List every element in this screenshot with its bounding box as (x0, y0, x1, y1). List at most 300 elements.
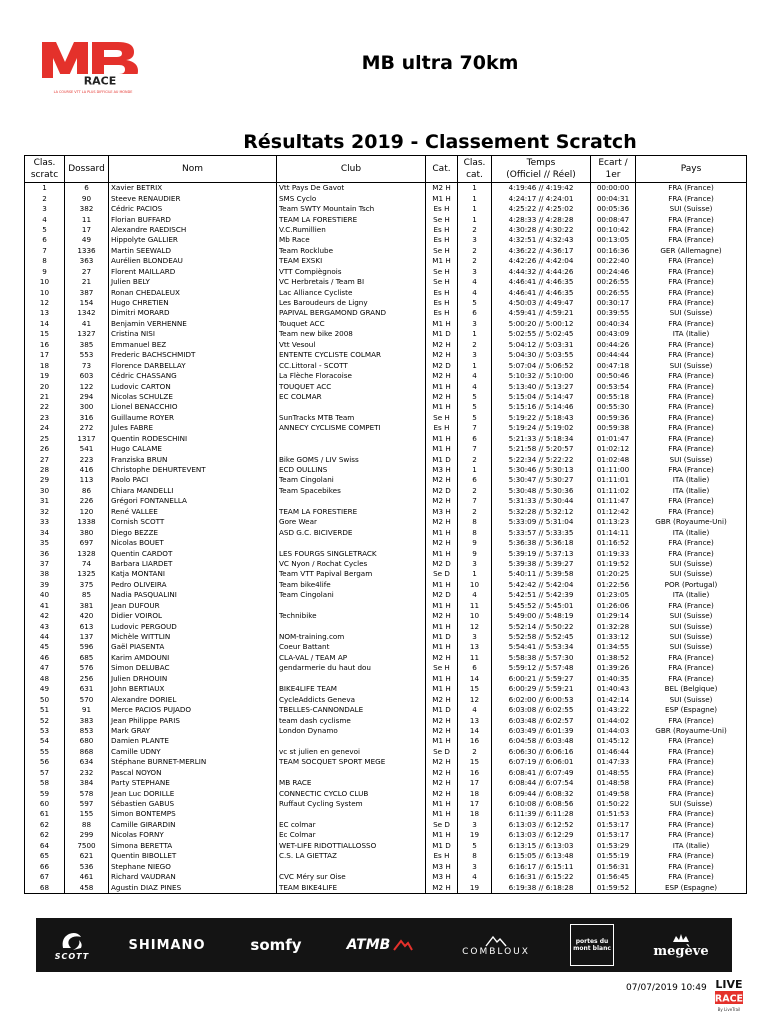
cell-name: Cornish SCOTT (109, 517, 277, 527)
cell-club: Les Baroudeurs de Ligny (277, 298, 426, 308)
cell-category: Es H (426, 287, 458, 297)
cell-bib: 868 (65, 747, 109, 757)
cell-time: 6:13:03 // 6:12:29 (492, 830, 591, 840)
cell-bib: 385 (65, 340, 109, 350)
sponsor-portes-du-mont-blanc-logo: portes du mont blanc (566, 918, 618, 972)
cell-country: FRA (France) (636, 465, 747, 475)
cell-gap: 01:14:11 (591, 527, 636, 537)
cell-bib: 27 (65, 267, 109, 277)
cell-country: FRA (France) (636, 287, 747, 297)
cell-rank: 53 (25, 726, 65, 736)
svg-text:RACE: RACE (714, 993, 744, 1005)
table-row (25, 538, 747, 548)
cell-name: René VALLEE (109, 507, 277, 517)
cell-category-rank: 13 (458, 715, 492, 725)
cell-category-rank: 3 (458, 235, 492, 245)
cell-category: M1 H (426, 830, 458, 840)
cell-rank: 31 (25, 496, 65, 506)
cell-time: 5:52:14 // 5:50:22 (492, 621, 591, 631)
table-row (25, 204, 747, 214)
cell-category: M2 H (426, 757, 458, 767)
table-row (25, 267, 747, 277)
cell-category: M2 D (426, 360, 458, 370)
cell-category-rank: 2 (458, 256, 492, 266)
cell-gap: 01:50:22 (591, 799, 636, 809)
cell-category: M1 H (426, 434, 458, 444)
cell-bib: 596 (65, 642, 109, 652)
table-row (25, 434, 747, 444)
cell-gap: 01:44:03 (591, 726, 636, 736)
atmb-mountain-icon (393, 938, 413, 952)
cell-club: EC COLMAR (277, 392, 426, 402)
cell-category-rank: 3 (458, 319, 492, 329)
cell-rank: 29 (25, 475, 65, 485)
cell-club: Team Cingolani (277, 475, 426, 485)
table-row (25, 694, 747, 704)
cell-country: FRA (France) (636, 778, 747, 788)
cell-gap: 01:22:56 (591, 580, 636, 590)
cell-gap: 00:16:36 (591, 246, 636, 256)
cell-bib: 381 (65, 601, 109, 611)
logo-race-text: RACE (83, 74, 117, 88)
cell-country: SUI (Suisse) (636, 308, 747, 318)
table-row (25, 287, 747, 297)
cell-club (277, 444, 426, 454)
cell-country: SUI (Suisse) (636, 559, 747, 569)
cell-category-rank: 12 (458, 621, 492, 631)
table-row (25, 381, 747, 391)
cell-name: Damien PLANTE (109, 736, 277, 746)
cell-gap: 00:24:46 (591, 267, 636, 277)
cell-category: M2 H (426, 653, 458, 663)
cell-category-rank: 4 (458, 277, 492, 287)
col-header-bib: Dossard (65, 156, 109, 183)
table-row (25, 225, 747, 235)
cell-country: FRA (France) (636, 298, 747, 308)
cell-name: Party STEPHANE (109, 778, 277, 788)
cell-time: 4:32:51 // 4:32:43 (492, 235, 591, 245)
cell-rank: 67 (25, 872, 65, 882)
cell-category: M2 H (426, 517, 458, 527)
cell-category: Es H (426, 851, 458, 861)
cell-gap: 01:53:17 (591, 830, 636, 840)
cell-name: Chiara MANDELLI (109, 486, 277, 496)
cell-category: M3 H (426, 872, 458, 882)
col-header-rank: Clas. scratc (25, 156, 65, 183)
cell-rank: 32 (25, 507, 65, 517)
cell-name: Hugo CHRETIEN (109, 298, 277, 308)
cell-category-rank: 19 (458, 830, 492, 840)
cell-time: 5:04:30 // 5:03:55 (492, 350, 591, 360)
table-row (25, 183, 747, 194)
cell-time: 5:31:33 // 5:30:44 (492, 496, 591, 506)
cell-name: Richard VAUDRAN (109, 872, 277, 882)
cell-gap: 01:46:44 (591, 747, 636, 757)
cell-name: Ludovic PERGOUD (109, 621, 277, 631)
table-row (25, 768, 747, 778)
cell-name: Simon BONTEMPS (109, 809, 277, 819)
cell-club: WET-LIFE RIDOTTIALLOSSO (277, 841, 426, 851)
cell-gap: 00:43:09 (591, 329, 636, 339)
cell-gap: 00:59:36 (591, 413, 636, 423)
table-row (25, 621, 747, 631)
cell-club (277, 402, 426, 412)
cell-time: 5:42:42 // 5:42:04 (492, 580, 591, 590)
cell-name: Simon DELUBAC (109, 663, 277, 673)
cell-bib: 1327 (65, 329, 109, 339)
cell-club: VC Nyon / Rochat Cycles (277, 559, 426, 569)
cell-time: 6:08:41 // 6:07:49 (492, 768, 591, 778)
cell-club: Coeur Battant (277, 642, 426, 652)
cell-bib: 300 (65, 402, 109, 412)
cell-country: FRA (France) (636, 423, 747, 433)
cell-category: M1 D (426, 841, 458, 851)
cell-club: TEAM EXSKI (277, 256, 426, 266)
cell-country: ITA (Italie) (636, 486, 747, 496)
cell-rank: 3 (25, 204, 65, 214)
cell-category: Es H (426, 423, 458, 433)
cell-bib: 685 (65, 653, 109, 663)
cell-category: M2 H (426, 340, 458, 350)
cell-time: 6:11:39 // 6:11:28 (492, 809, 591, 819)
cell-gap: 00:26:55 (591, 277, 636, 287)
cell-country: SUI (Suisse) (636, 569, 747, 579)
cell-name: Dimitri MORARD (109, 308, 277, 318)
cell-bib: 49 (65, 235, 109, 245)
cell-club (277, 434, 426, 444)
cell-category: M2 H (426, 882, 458, 893)
cell-rank: 28 (25, 465, 65, 475)
cell-rank: 16 (25, 340, 65, 350)
cell-time: 5:15:16 // 5:14:46 (492, 402, 591, 412)
col-header-category: Cat. (426, 156, 458, 183)
cell-name: Barbara LIARDET (109, 559, 277, 569)
cell-category-rank: 3 (458, 632, 492, 642)
cell-bib: 536 (65, 861, 109, 871)
cell-category-rank: 5 (458, 841, 492, 851)
cell-bib: 383 (65, 715, 109, 725)
cell-time: 5:04:12 // 5:03:31 (492, 340, 591, 350)
cell-category-rank: 5 (458, 413, 492, 423)
cell-name: Cédric CHASSANG (109, 371, 277, 381)
cell-club: team dash cyclisme (277, 715, 426, 725)
cell-club: Ruffaut Cycling System (277, 799, 426, 809)
cell-category: M1 H (426, 402, 458, 412)
cell-category: M2 H (426, 611, 458, 621)
cell-gap: 00:05:36 (591, 204, 636, 214)
cell-category-rank: 7 (458, 496, 492, 506)
cell-gap: 00:10:42 (591, 225, 636, 235)
cell-country: FRA (France) (636, 214, 747, 224)
cell-country: FRA (France) (636, 277, 747, 287)
cell-rank: 5 (25, 225, 65, 235)
cell-category-rank: 1 (458, 204, 492, 214)
cell-country: ESP (Espagne) (636, 705, 747, 715)
cell-club: BIKE4LIFE TEAM (277, 684, 426, 694)
table-row (25, 820, 747, 830)
cell-category-rank: 18 (458, 809, 492, 819)
table-row (25, 559, 747, 569)
table-row (25, 465, 747, 475)
cell-name: Quentin CARDOT (109, 548, 277, 558)
cell-category: M1 H (426, 642, 458, 652)
cell-club: SMS Cyclo (277, 193, 426, 203)
cell-category: M1 H (426, 674, 458, 684)
table-row (25, 496, 747, 506)
cell-rank: 64 (25, 841, 65, 851)
table-row (25, 674, 747, 684)
cell-name: Sébastien GABUS (109, 799, 277, 809)
table-row (25, 371, 747, 381)
cell-bib: 553 (65, 350, 109, 360)
cell-rank: 66 (25, 861, 65, 871)
cell-name: John BERTIAUX (109, 684, 277, 694)
cell-rank: 55 (25, 747, 65, 757)
cell-gap: 01:59:52 (591, 882, 636, 893)
cell-time: 4:44:32 // 4:44:26 (492, 267, 591, 277)
cell-country: ITA (Italie) (636, 329, 747, 339)
cell-category-rank: 17 (458, 778, 492, 788)
cell-country: FRA (France) (636, 496, 747, 506)
cell-bib: 387 (65, 287, 109, 297)
table-row (25, 642, 747, 652)
table-row (25, 256, 747, 266)
table-row (25, 684, 747, 694)
cell-rank: 25 (25, 434, 65, 444)
cell-name: Nicolas SCHULZE (109, 392, 277, 402)
cell-time: 4:36:22 // 4:36:17 (492, 246, 591, 256)
cell-gap: 00:55:18 (591, 392, 636, 402)
cell-rank: 61 (25, 809, 65, 819)
cell-time: 4:24:17 // 4:24:01 (492, 193, 591, 203)
cell-rank: 18 (25, 360, 65, 370)
cell-country: FRA (France) (636, 444, 747, 454)
cell-time: 5:32:28 // 5:32:12 (492, 507, 591, 517)
cell-category-rank: 14 (458, 674, 492, 684)
results-title: Résultats 2019 - Classement Scratch (243, 131, 637, 153)
cell-gap: 00:08:47 (591, 214, 636, 224)
cell-category: M2 H (426, 496, 458, 506)
cell-name: Florence DARBELLAY (109, 360, 277, 370)
cell-time: 5:07:04 // 5:06:52 (492, 360, 591, 370)
cell-bib: 382 (65, 204, 109, 214)
cell-gap: 00:44:26 (591, 340, 636, 350)
cell-bib: 272 (65, 423, 109, 433)
cell-category-rank: 4 (458, 705, 492, 715)
cell-time: 5:21:58 // 5:20:57 (492, 444, 591, 454)
cell-club: CycleAddicts Geneva (277, 694, 426, 704)
scott-mark-icon (59, 930, 85, 952)
col-header-time: Temps (Officiel // Réel) (492, 156, 591, 183)
cell-club: CONNECTIC CYCLO CLUB (277, 788, 426, 798)
cell-time: 6:13:15 // 6:13:03 (492, 841, 591, 851)
cell-club: Team Cingolani (277, 590, 426, 600)
cell-time: 6:16:17 // 6:15:11 (492, 861, 591, 871)
cell-category: M2 H (426, 538, 458, 548)
cell-country: FRA (France) (636, 872, 747, 882)
cell-category: Es H (426, 235, 458, 245)
cell-club (277, 768, 426, 778)
cell-category-rank: 10 (458, 611, 492, 621)
cell-club: ECD OULLINS (277, 465, 426, 475)
cell-category-rank: 1 (458, 329, 492, 339)
cell-category: Se H (426, 663, 458, 673)
cell-name: Quentin BIBOLLET (109, 851, 277, 861)
table-row (25, 360, 747, 370)
cell-category: Es H (426, 225, 458, 235)
cell-rank: 24 (25, 423, 65, 433)
cell-category: M1 H (426, 319, 458, 329)
cell-category: M1 D (426, 705, 458, 715)
cell-name: Jean DUFOUR (109, 601, 277, 611)
cell-time: 4:19:46 // 4:19:42 (492, 183, 591, 194)
cell-category-rank: 16 (458, 736, 492, 746)
cell-gap: 01:34:55 (591, 642, 636, 652)
cell-club: TOUQUET ACC (277, 381, 426, 391)
cell-gap: 01:32:28 (591, 621, 636, 631)
cell-time: 5:19:24 // 5:19:02 (492, 423, 591, 433)
cell-time: 6:03:08 // 6:02:55 (492, 705, 591, 715)
cell-name: Franziska BRUN (109, 454, 277, 464)
cell-gap: 01:44:02 (591, 715, 636, 725)
cell-rank: 65 (25, 851, 65, 861)
cell-gap: 01:48:58 (591, 778, 636, 788)
sponsor-combloux-logo: COMBLOUX (448, 918, 544, 972)
table-row (25, 308, 747, 318)
cell-name: Martin SEEWALD (109, 246, 277, 256)
cell-country: FRA (France) (636, 768, 747, 778)
cell-category: M2 H (426, 715, 458, 725)
cell-country: FRA (France) (636, 319, 747, 329)
cell-time: 5:30:47 // 5:30:27 (492, 475, 591, 485)
cell-category-rank: 5 (458, 298, 492, 308)
cell-name: Agustin DIAZ PINES (109, 882, 277, 893)
cell-bib: 541 (65, 444, 109, 454)
live-race-logo (714, 975, 744, 1015)
cell-category: M2 H (426, 392, 458, 402)
cell-category-rank: 6 (458, 434, 492, 444)
cell-country: FRA (France) (636, 674, 747, 684)
cell-country: FRA (France) (636, 402, 747, 412)
cell-gap: 00:13:05 (591, 235, 636, 245)
cell-category: M1 H (426, 684, 458, 694)
cell-time: 5:21:33 // 5:18:34 (492, 434, 591, 444)
table-row (25, 799, 747, 809)
cell-category-rank: 3 (458, 267, 492, 277)
cell-gap: 00:30:17 (591, 298, 636, 308)
cell-bib: 416 (65, 465, 109, 475)
cell-category-rank: 3 (458, 350, 492, 360)
col-header-category-rank: Clas. cat. (458, 156, 492, 183)
table-row (25, 193, 747, 203)
cell-club: CC.Littoral - SCOTT (277, 360, 426, 370)
cell-rank: 26 (25, 444, 65, 454)
cell-name: Gaël PIASENTA (109, 642, 277, 652)
cell-bib: 420 (65, 611, 109, 621)
cell-country: FRA (France) (636, 183, 747, 194)
cell-category: M1 H (426, 527, 458, 537)
cell-rank: 36 (25, 548, 65, 558)
cell-bib: 232 (65, 768, 109, 778)
cell-category: M1 D (426, 329, 458, 339)
cell-name: Aurélien BLONDEAU (109, 256, 277, 266)
cell-time: 4:50:03 // 4:49:47 (492, 298, 591, 308)
cell-name: Pascal NOYON (109, 768, 277, 778)
cell-time: 4:59:41 // 4:59:21 (492, 308, 591, 318)
cell-country: FRA (France) (636, 507, 747, 517)
cell-club (277, 809, 426, 819)
cell-category: Se H (426, 246, 458, 256)
cell-category: M1 H (426, 580, 458, 590)
cell-name: Cédric PACIOS (109, 204, 277, 214)
cell-gap: 01:45:12 (591, 736, 636, 746)
cell-category: M1 H (426, 444, 458, 454)
table-row (25, 653, 747, 663)
cell-time: 5:49:00 // 5:48:19 (492, 611, 591, 621)
cell-country: GBR (Royaume-Uni) (636, 726, 747, 736)
cell-club: LES FOURGS SINGLETRACK (277, 548, 426, 558)
cell-bib: 570 (65, 694, 109, 704)
cell-category-rank: 10 (458, 580, 492, 590)
cell-category: M2 H (426, 371, 458, 381)
cell-club: SunTracks MTB Team (277, 413, 426, 423)
table-row (25, 580, 747, 590)
cell-time: 5:13:40 // 5:13:27 (492, 381, 591, 391)
cell-club: V.C.Rumillien (277, 225, 426, 235)
table-row (25, 486, 747, 496)
cell-rank: 59 (25, 788, 65, 798)
cell-country: SUI (Suisse) (636, 360, 747, 370)
cell-time: 5:22:34 // 5:22:22 (492, 454, 591, 464)
cell-time: 6:10:08 // 6:08:56 (492, 799, 591, 809)
cell-gap: 01:48:55 (591, 768, 636, 778)
cell-club: Team SWTY Mountain Tsch (277, 204, 426, 214)
cell-bib: 74 (65, 559, 109, 569)
cell-bib: 380 (65, 527, 109, 537)
cell-name: Didier VOIROL (109, 611, 277, 621)
cell-category-rank: 8 (458, 851, 492, 861)
cell-name: Alexandre RAEDISCH (109, 225, 277, 235)
cell-club: ENTENTE CYCLISTE COLMAR (277, 350, 426, 360)
sponsor-band (36, 918, 732, 972)
cell-rank: 41 (25, 601, 65, 611)
cell-gap: 01:11:02 (591, 486, 636, 496)
cell-bib: 458 (65, 882, 109, 893)
cell-club: ANNECY CYCLISME COMPETI (277, 423, 426, 433)
table-row (25, 830, 747, 840)
cell-name: Alexandre DORIEL (109, 694, 277, 704)
cell-category: M2 H (426, 788, 458, 798)
cell-time: 6:13:03 // 6:12:52 (492, 820, 591, 830)
cell-name: Florent MAILLARD (109, 267, 277, 277)
cell-gap: 01:40:35 (591, 674, 636, 684)
cell-category: M2 H (426, 350, 458, 360)
table-row (25, 350, 747, 360)
table-row (25, 214, 747, 224)
cell-rank: 37 (25, 559, 65, 569)
cell-name: Camille GIRARDIN (109, 820, 277, 830)
cell-bib: 73 (65, 360, 109, 370)
cell-club: TBELLES-CANNONDALE (277, 705, 426, 715)
cell-rank: 35 (25, 538, 65, 548)
cell-category: M3 H (426, 861, 458, 871)
table-row (25, 329, 747, 339)
cell-category: M2 D (426, 486, 458, 496)
cell-bib: 41 (65, 319, 109, 329)
cell-gap: 01:26:06 (591, 601, 636, 611)
cell-time: 6:03:49 // 6:01:39 (492, 726, 591, 736)
cell-category: M2 D (426, 559, 458, 569)
